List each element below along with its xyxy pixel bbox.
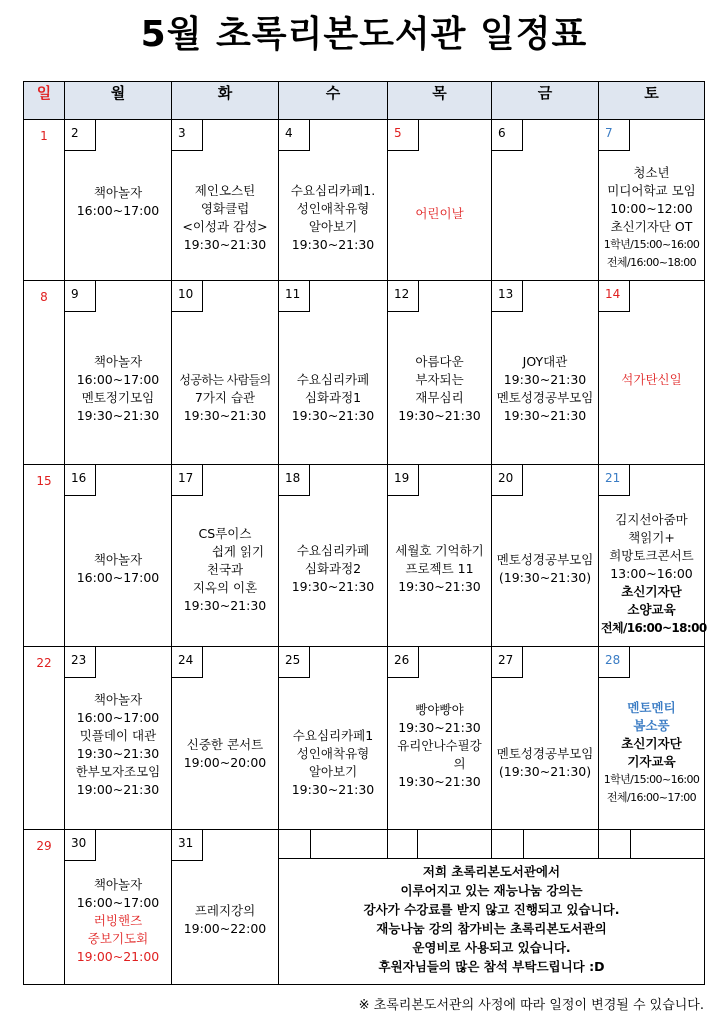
event-text: 수요심리카페1. 성인애착유형 알아보기 19:30~21:30: [290, 183, 376, 252]
event-text: 신중한 콘서트 19:00~20:00: [183, 737, 267, 770]
day-cell-28: [599, 647, 705, 830]
weekday-header-row: [24, 82, 705, 120]
day-number-box: [279, 120, 310, 151]
weekday-header-sat: 토: [599, 82, 705, 120]
week-row: [24, 830, 705, 985]
day-number-box: [65, 120, 96, 151]
day-cell-30: [65, 830, 172, 985]
event-text: 수요심리카페 심화과정1 19:30~21:30: [291, 372, 375, 423]
event-text: 책아놀자 16:00~17:00 멘토정기모임 19:30~21:30: [76, 354, 160, 423]
day-number-box: [172, 120, 203, 151]
day-cell-2: [65, 120, 172, 281]
event-text: 책아놀자 16:00~17:00: [76, 552, 160, 585]
holiday-text: 어린이날: [415, 206, 464, 221]
week-row: [24, 647, 705, 830]
day-number: 5: [394, 126, 402, 140]
weekday-header-sun: 일: [24, 82, 65, 120]
day-cell-5: [388, 120, 492, 281]
day-number-box: [599, 120, 630, 151]
day-number: 15: [36, 474, 52, 488]
day-cell-22: [24, 647, 65, 830]
event-text: 빵야빵야 19:30~21:30 유리안나수필강 의 19:30~21:30: [397, 702, 482, 789]
day-cell-3: [172, 120, 279, 281]
day-cell-21: [599, 465, 705, 647]
event-text: 김지선아줌마 책읽기+ 희망토크콘서트 13:00~16:00 초신기자단 소양교육 전체/16:00~18:00: [601, 512, 707, 635]
day-cell-27: [492, 647, 599, 830]
day-number: 23: [71, 653, 87, 667]
day-number: 9: [71, 287, 79, 301]
day-cell-14: [599, 281, 705, 465]
event-text: 아름다운 부자되는 재무심리 19:30~21:30: [398, 354, 481, 423]
holiday-text: 석가탄신일: [621, 372, 682, 387]
notice-cell: [279, 830, 705, 985]
day-number: 16: [71, 471, 87, 485]
week-row: [24, 281, 705, 465]
day-number: 26: [394, 653, 410, 667]
day-cell-11: [279, 281, 388, 465]
event-text: 프레지강의 19:00~22:00: [183, 903, 267, 936]
event-text: 성공하는 사람들의 7가지 습관 19:30~21:30: [179, 373, 271, 423]
day-number: 13: [498, 287, 514, 301]
day-number: 17: [178, 471, 194, 485]
day-number: 12: [394, 287, 410, 301]
day-number: 21: [605, 471, 621, 485]
day-number: 8: [40, 290, 48, 304]
day-number: 22: [36, 656, 52, 670]
week-row: [24, 120, 705, 281]
day-cell-10: [172, 281, 279, 465]
day-number-box: [65, 281, 96, 312]
day-number: 4: [285, 126, 293, 140]
event-text: 멘토멘티 봄소풍 초신기자단 기자교육 1학년/15:00~16:00 전체/16:00~17:00: [603, 700, 700, 804]
event-text: 멘토성경공부모임 (19:30~21:30): [496, 552, 594, 585]
day-cell-12: [388, 281, 492, 465]
weekday-header-mon: 월: [65, 82, 172, 120]
day-number: 27: [498, 653, 514, 667]
day-number: 18: [285, 471, 301, 485]
day-cell-17: [172, 465, 279, 647]
day-cell-20: [492, 465, 599, 647]
event-text: JOY대관 19:30~21:30 멘토성경공부모임 19:30~21:30: [496, 354, 594, 423]
event-text: 멘토성경공부모임 (19:30~21:30): [496, 746, 594, 779]
day-cell-23: [65, 647, 172, 830]
day-number: 2: [71, 126, 79, 140]
day-cell-25: [279, 647, 388, 830]
day-number-box: [388, 120, 419, 151]
day-number: 7: [605, 126, 613, 140]
day-number: 6: [498, 126, 506, 140]
page-title: 5월 초록리본도서관 일정표: [140, 14, 588, 55]
notice-text: 저희 초록리본도서관에서 이루어지고 있는 재능나눔 강의는 강사가 수강료를 받지 않고 진행되고 있습니다. 재능나눔 강의 참가비는 초록리본도서관의 운영비로 사용되고 있습니다. 후원자님들의 많은 참석 부탁드립니다 :D: [363, 864, 620, 974]
schedule-calendar: [23, 81, 705, 985]
day-cell-1: [24, 120, 65, 281]
day-number-box: [492, 120, 523, 151]
day-number: 1: [40, 129, 48, 143]
day-cell-6: [492, 120, 599, 281]
event-text: CS루이스 쉽게 읽기 천국과 지옥의 이혼 19:30~21:30: [183, 526, 267, 613]
event-text: 책아놀자 16:00~17:00: [76, 185, 160, 218]
weekday-header-wed: 수: [279, 82, 388, 120]
footer-note: ※ 초록리본도서관의 사정에 따라 일정이 변경될 수 있습니다.: [358, 998, 704, 1013]
day-number: 19: [394, 471, 410, 485]
event-text: 수요심리카페 심화과정2 19:30~21:30: [291, 543, 375, 594]
day-number: 28: [605, 653, 621, 667]
day-cell-7: [599, 120, 705, 281]
day-number: 24: [178, 653, 194, 667]
day-cell-19: [388, 465, 492, 647]
day-cell-13: [492, 281, 599, 465]
weekday-header-thu: 목: [388, 82, 492, 120]
day-number: 29: [36, 839, 52, 853]
day-number: 11: [285, 287, 301, 301]
event-text: 세월호 기억하기 프로젝트 11 19:30~21:30: [395, 543, 484, 594]
event-text: 책아놀자 16:00~17:00 러빙핸즈 중보기도회 19:00~21:00: [76, 877, 160, 964]
day-number: 10: [178, 287, 194, 301]
blank-date-row: [279, 830, 704, 859]
day-cell-4: [279, 120, 388, 281]
week-row: [24, 465, 705, 647]
day-number: 25: [285, 653, 301, 667]
event-text: 책아놀자 16:00~17:00 밋플데이 대관 19:30~21:30 한부모자조모임 19:00~21:30: [75, 692, 161, 797]
day-cell-15: [24, 465, 65, 647]
day-cell-8: [24, 281, 65, 465]
weekday-header-fri: 금: [492, 82, 599, 120]
day-cell-9: [65, 281, 172, 465]
weekday-header-tue: 화: [172, 82, 279, 120]
day-number: 31: [178, 836, 194, 850]
day-cell-24: [172, 647, 279, 830]
event-text: 제인오스틴 영화클럽 <이성과 감성> 19:30~21:30: [182, 183, 268, 252]
day-cell-16: [65, 465, 172, 647]
day-cell-29: [24, 830, 65, 985]
day-number: 20: [498, 471, 514, 485]
day-number: 30: [71, 836, 87, 850]
day-number: 14: [605, 287, 621, 301]
event-text: 청소년 미디어학교 모임 10:00~12:00 초신기자단 OT 1학년/15:00~16:00 전체/16:00~18:00: [603, 165, 700, 269]
day-number: 3: [178, 126, 186, 140]
event-text: 수요심리카페1 성인애착유형 알아보기 19:30~21:30: [291, 728, 375, 797]
day-cell-18: [279, 465, 388, 647]
day-cell-26: [388, 647, 492, 830]
day-cell-31: [172, 830, 279, 985]
